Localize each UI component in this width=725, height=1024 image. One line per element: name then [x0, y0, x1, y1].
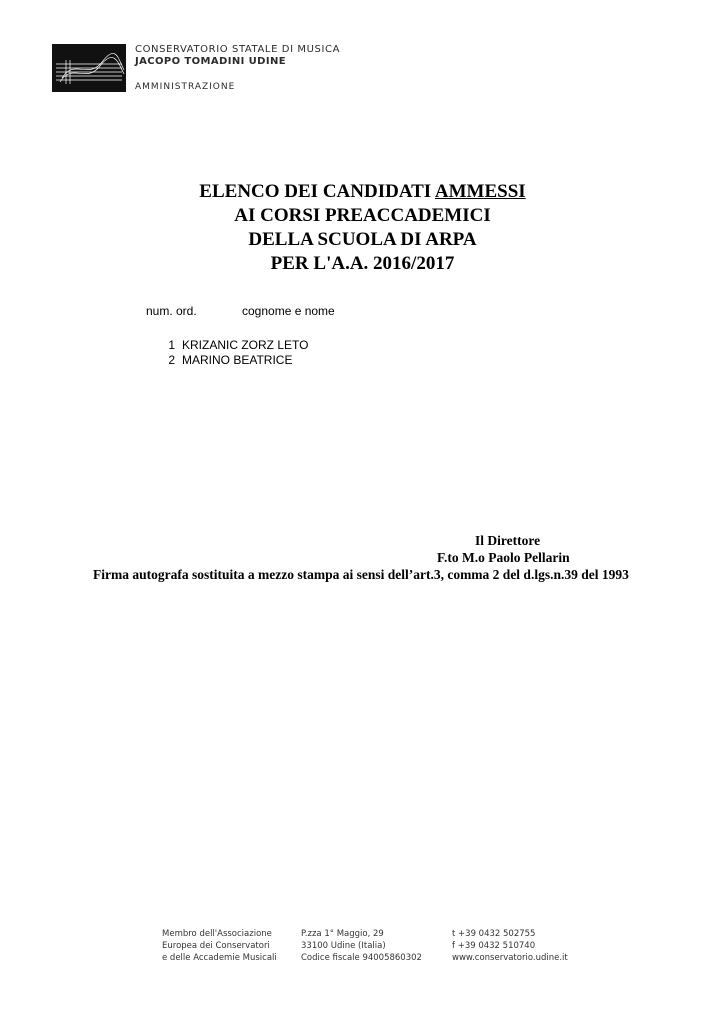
list-item-name: KRIZANIC ZORZ LETO: [182, 338, 309, 352]
footer-line: e delle Accademie Musicali: [162, 953, 277, 963]
signature-name: F.to M.o Paolo Pellarin: [437, 550, 570, 565]
list-item-number: 2: [168, 353, 175, 367]
footer-line: f +39 0432 510740: [452, 941, 536, 951]
institution-subname: JACOPO TOMADINI UDINE: [135, 56, 286, 67]
footer-line: P.zza 1° Maggio, 29: [301, 929, 384, 939]
footer-line: Europea dei Conservatori: [162, 941, 270, 951]
column-header-number: num. ord.: [146, 304, 197, 318]
footer-membership: [162, 928, 277, 964]
title-line-1: ELENCO DEI CANDIDATI: [199, 181, 435, 202]
title-line-2: AI CORSI PREACCADEMICI: [234, 205, 491, 226]
title-line-4: PER L'A.A. 2016/2017: [270, 253, 455, 274]
footer-line: t +39 0432 502755: [452, 929, 536, 939]
signature-note: Firma autografa sostituita a mezzo stampa ai sensi dell’art.3, comma 2 del d.lgs.n.39 del 1993: [93, 567, 629, 582]
footer-line: Codice fiscale 94005860302: [301, 953, 422, 963]
column-header-name: cognome e nome: [242, 304, 335, 318]
conservatory-logo: [52, 44, 126, 92]
footer-contacts: [452, 928, 568, 964]
footer-line: Membro dell'Associazione: [162, 929, 272, 939]
list-item-name: MARINO BEATRICE: [182, 353, 293, 367]
list-item-number: 1: [168, 338, 175, 352]
signature-role: Il Direttore: [475, 533, 541, 548]
institution-name: CONSERVATORIO STATALE DI MUSICA: [135, 44, 341, 55]
document-title: [0, 180, 725, 276]
institution-header: [135, 44, 340, 92]
department-label: AMMINISTRAZIONE: [135, 82, 236, 92]
footer-line: www.conservatorio.udine.it: [452, 953, 568, 963]
footer-address: [301, 928, 422, 964]
title-admitted-word: AMMESSI: [434, 181, 526, 202]
footer-line: 33100 Udine (Italia): [301, 941, 386, 951]
title-line-3: DELLA SCUOLA DI ARPA: [248, 229, 477, 250]
